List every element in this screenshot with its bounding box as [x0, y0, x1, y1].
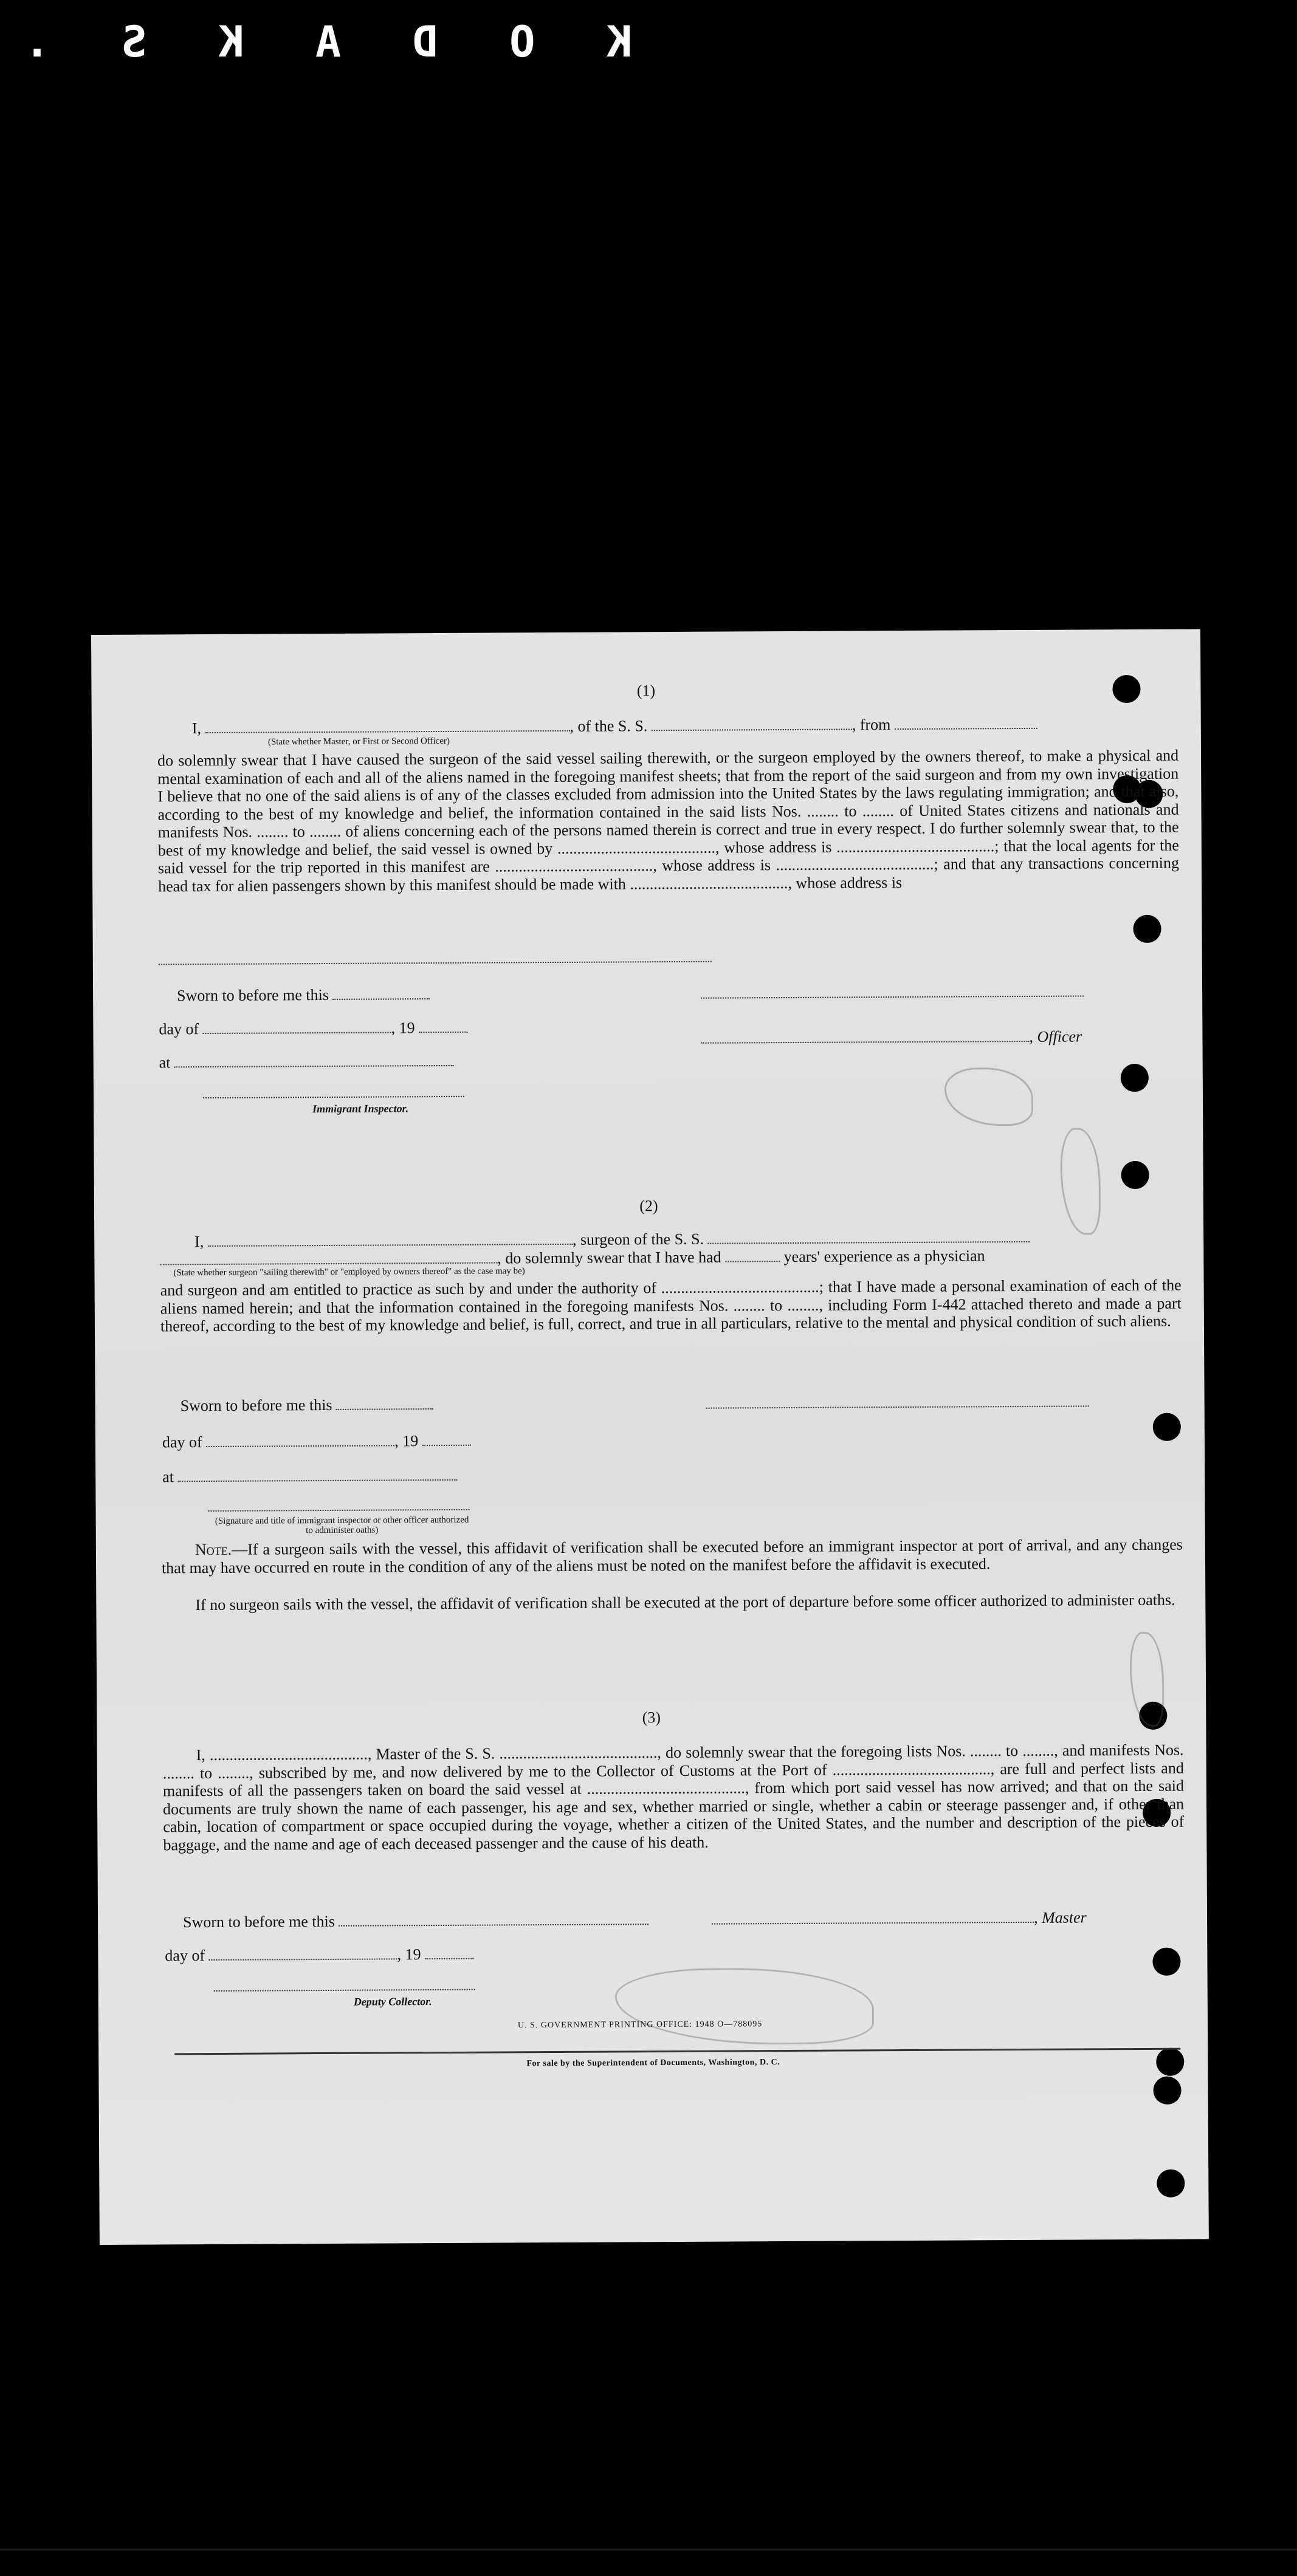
section-3-number: (3) — [642, 1708, 661, 1727]
section-1-sworn — [177, 985, 430, 1005]
section-2-day-of — [162, 1432, 471, 1452]
day-of-field — [206, 1433, 394, 1447]
gpo-imprint: U. S. GOVERNMENT PRINTING OFFICE: 1948 O—788095 — [517, 2019, 763, 2030]
footer-rule — [174, 2048, 1180, 2055]
surgeon-caption: (State whether surgeon "sailing therewith" or "employed by owners thereof" as the case may be) — [173, 1266, 525, 1278]
section-3-sworn — [183, 1911, 648, 1931]
from-port-field — [895, 716, 1037, 730]
sworn-label: Sworn to before me this — [183, 1912, 335, 1931]
film-mark-letter: . — [24, 17, 50, 67]
deputy-collector-caption: Deputy Collector. — [353, 1995, 432, 2008]
film-mark-letter: K — [606, 17, 632, 67]
section-1-from-label: , from — [851, 716, 891, 734]
section-2-line-2 — [160, 1247, 985, 1269]
sworn-label: Sworn to before me this — [180, 1396, 332, 1415]
surgeon-type-field — [160, 1250, 497, 1266]
section-1-line-1 — [192, 715, 1037, 738]
signature-line — [159, 960, 712, 965]
year-label: , 19 — [397, 1945, 421, 1964]
film-mark-letter: D — [412, 17, 438, 67]
punch-hole — [1133, 915, 1161, 943]
section-3-body: I, ........................................, Master of the S. S. ........................................, do solemnly swear that the foregoing lists Nos. ........ to ........, and manifests Nos. ........ to ........, subscribed by me, and now delivered by me to the Collector of Customs at the Port of ........................................, are full and perfect lists and manifests of all the passengers taken on board the said vessel at ........................................, from which port said vessel has now arrived; and that on the said documents are truly shown the name of each passenger, his age and sex, whether married or single, whether a cabin or steerage passenger and, if other than cabin, location of compartment or space occupied during the voyage, whether a citizen of the United States, and the number and description of the pieces of baggage, and the name and age of each deceased passenger and the cause of his death. — [162, 1741, 1185, 1854]
signature-line — [203, 1095, 464, 1098]
signature-line — [208, 1508, 470, 1512]
day-of-field — [209, 1946, 397, 1961]
ship-name-field — [652, 716, 852, 731]
signature-caption: (Signature and title of immigrant inspector or other officer authorized to administer oaths) — [215, 1515, 469, 1536]
film-mark-letter: O — [509, 17, 535, 67]
day-of-field — [203, 1019, 391, 1034]
immigrant-inspector-caption: Immigrant Inspector. — [312, 1102, 409, 1115]
surgeon-name-field — [208, 1231, 573, 1247]
punch-hole — [1121, 1161, 1149, 1189]
section-1-body: do solemnly swear that I have caused the surgeon of the said vessel sailing therewith, or the surgeon employed by the owners thereof, to make a physical and mental examination of each and all of the aliens named in the foregoing manifest sheets; that from the report of the said surgeon and from my own investigation I believe that no one of the said aliens is of any of the classes excluded from admission into the United States by the laws regulating immigration; and that also, according to the best of my knowledge and belief, the information contained in the said lists Nos. ........ to ........ of United States citizens and nationals and manifests Nos. ........ to ........ of aliens concerning each of the persons named therein is correct and true in every respect. I do further solemnly swear that, to the best of my knowledge and belief, the said vessel is owned by ........................................, whose address is ........................................; that the local agents for the said vessel for the trip reported in this manifest are ........................................, whose address is ........................................; and that any transactions concerning head tax for alien passengers shown by this manifest should be made with ........................................, whose address is — [157, 746, 1180, 895]
section-2-number: (2) — [639, 1197, 658, 1215]
film-mark-letter: S — [121, 17, 147, 67]
section-2-ship-field — [708, 1229, 1030, 1244]
section-2-sworn — [181, 1396, 433, 1415]
section-1-number: (1) — [636, 682, 656, 700]
at-field — [177, 1467, 457, 1482]
at-field — [174, 1053, 454, 1067]
section-2-at — [162, 1467, 457, 1487]
sale-notice: For sale by the Superintendent of Documents, Washington, D. C. — [526, 2058, 780, 2069]
section-2-ship-label: , surgeon of the S. S. — [572, 1230, 704, 1249]
handwriting-mark — [615, 1967, 875, 2045]
handwriting-mark — [1060, 1128, 1101, 1235]
section-3-master — [712, 1908, 1087, 1928]
at-label: at — [159, 1053, 171, 1072]
punch-hole — [1121, 1064, 1149, 1092]
year-field — [425, 1946, 473, 1959]
handwriting-mark — [944, 1067, 1034, 1126]
year-field — [422, 1433, 471, 1446]
section-1-officer — [701, 1027, 1082, 1047]
punch-hole — [1153, 1413, 1181, 1441]
signature-line — [214, 1988, 475, 1992]
section-1-ship-label: , of the S. S. — [569, 717, 648, 735]
punch-hole — [1152, 1948, 1180, 1976]
sworn-date-field — [336, 1396, 433, 1410]
sworn-date-field — [339, 1911, 648, 1927]
document-page — [91, 629, 1209, 2245]
note-label: Note. — [194, 1540, 232, 1559]
day-of-label: day of — [165, 1947, 205, 1965]
day-of-label: day of — [162, 1433, 202, 1451]
film-edge-mark — [24, 17, 632, 72]
note-text: —If a surgeon sails with the vessel, this affidavit of verification shall be executed before an immigrant inspector at port of arrival, and any changes that may have occurred en route in the condition of any of the aliens must be noted on the manifest before the affidavit is executed. — [161, 1535, 1183, 1577]
sworn-label: Sworn to before me this — [177, 985, 329, 1005]
years-field — [725, 1249, 780, 1262]
officer-signature-field — [701, 1029, 1029, 1044]
section-1-at — [159, 1052, 454, 1072]
signature-line — [701, 994, 1084, 998]
section-1-day-of — [159, 1019, 467, 1039]
section-2-i: I, — [194, 1233, 204, 1251]
film-mark-letter: K — [218, 17, 244, 67]
section-2-years-label: years' experience as a physician — [783, 1247, 985, 1266]
master-signature-field — [712, 1910, 1034, 1925]
section-2-swear-label: , do solemnly swear that I have had — [497, 1248, 721, 1267]
section-2-body: and surgeon and am entitled to practice as such by and under the authority of ........................................; that I have made a personal examination of each of the aliens named herein; and that the information contained in the foregoing manifests Nos. ........ to ........, including Form I-442 attached thereto and made a part thereof, according to the best of my knowledge and belief, is full, correct, and true in all particulars, relative to the mental and physical condition of such aliens. — [160, 1276, 1182, 1335]
master-label: , Master — [1034, 1908, 1087, 1927]
officer-label: , Officer — [1029, 1027, 1082, 1046]
officer-caption: (State whether Master, or First or Second Officer) — [267, 736, 450, 747]
film-bottom-line — [0, 2549, 1297, 2550]
section-3-day-of — [165, 1945, 473, 1965]
officer-name-field — [205, 718, 569, 733]
punch-hole — [1153, 2077, 1181, 2105]
surgeon-note — [162, 1536, 1183, 1577]
day-of-label: day of — [159, 1020, 199, 1038]
sworn-date-field — [332, 986, 430, 1000]
film-mark-letter: A — [315, 17, 342, 67]
surgeon-note-2: If no surgeon sails with the vessel, the affidavit of verification shall be executed at the port of departure before some officer authorized to administer oaths. — [195, 1591, 1175, 1614]
year-field — [419, 1019, 467, 1033]
year-label: , 19 — [394, 1432, 419, 1450]
year-label: , 19 — [391, 1019, 415, 1037]
signature-line — [706, 1404, 1089, 1408]
section-1-i: I, — [191, 719, 202, 738]
at-label: at — [162, 1468, 174, 1486]
punch-hole — [1157, 2170, 1185, 2197]
